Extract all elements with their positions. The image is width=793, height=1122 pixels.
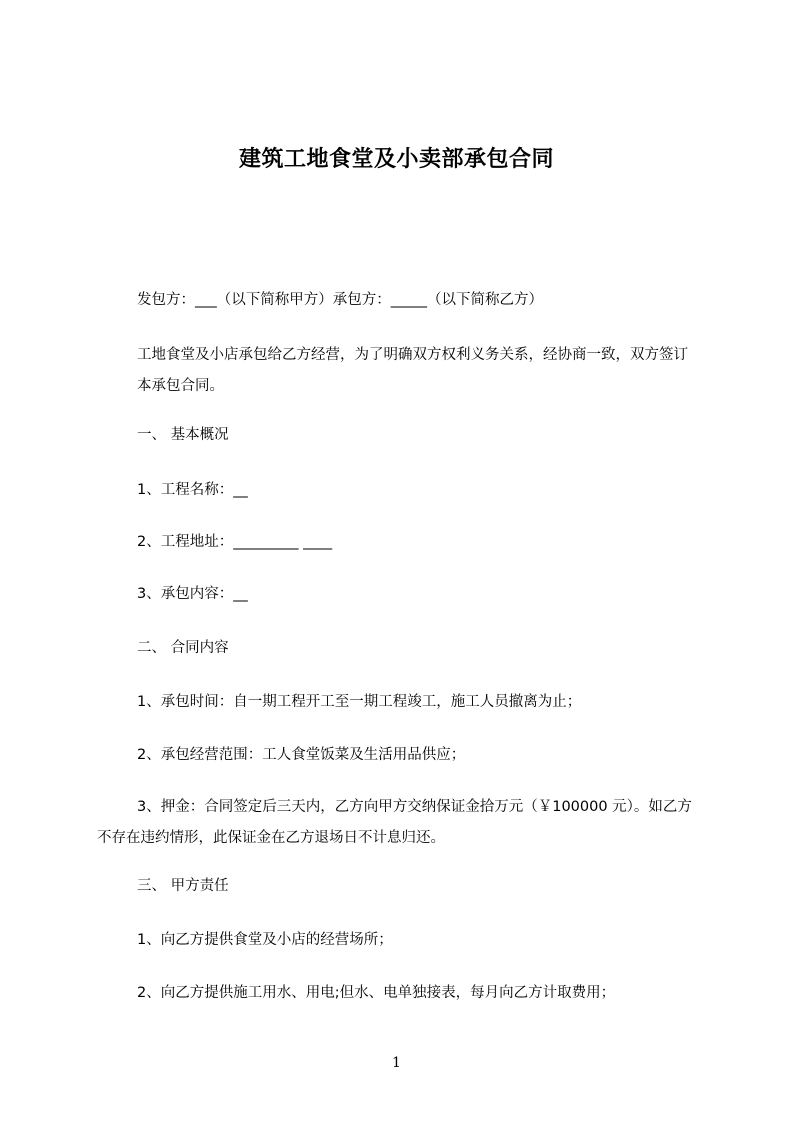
section-1-heading: 一、 基本概况 [137,427,229,443]
section-1-item-1: 1、工程名称：__ [137,482,248,498]
section-3-item-1: 1、向乙方提供食堂及小店的经营场所； [137,932,393,948]
intro-text: 工地食堂及小店承包给乙方经营，为了明确双方权利义务关系，经协商一致，双方签订本承包合同。 [137,347,688,394]
section-3-item-2: 2、向乙方提供施工用水、用电;但水、电单独接表，每月向乙方计取费用； [137,985,616,1001]
section-1-item-2: 2、工程地址：_________ ____ [137,534,333,550]
page-number: 1 [392,1055,401,1071]
section-2-heading: 二、 合同内容 [137,640,229,656]
section-2-item-1: 1、承包时间：自一期工程开工至一期工程竣工，施工人员撤离为止； [137,694,582,710]
intro-paragraph [137,340,700,402]
parties-line: 发包方：___（以下简称甲方）承包方：_____（以下简称乙方） [137,292,543,308]
section-2-item-2: 2、承包经营范围：工人食堂饭菜及生活用品供应； [137,747,466,763]
section-2-item-3: 3、押金：合同签定后三天内，乙方向甲方交纳保证金拾万元（￥100000 元）。如乙方不存在违约情形，此保证金在乙方退场日不计息归还。 [97,799,692,846]
section-3-heading: 三、 甲方责任 [137,878,229,894]
document-title: 建筑工地食堂及小卖部承包合同 [238,147,554,172]
section-1-item-3: 3、承包内容：__ [137,586,248,602]
